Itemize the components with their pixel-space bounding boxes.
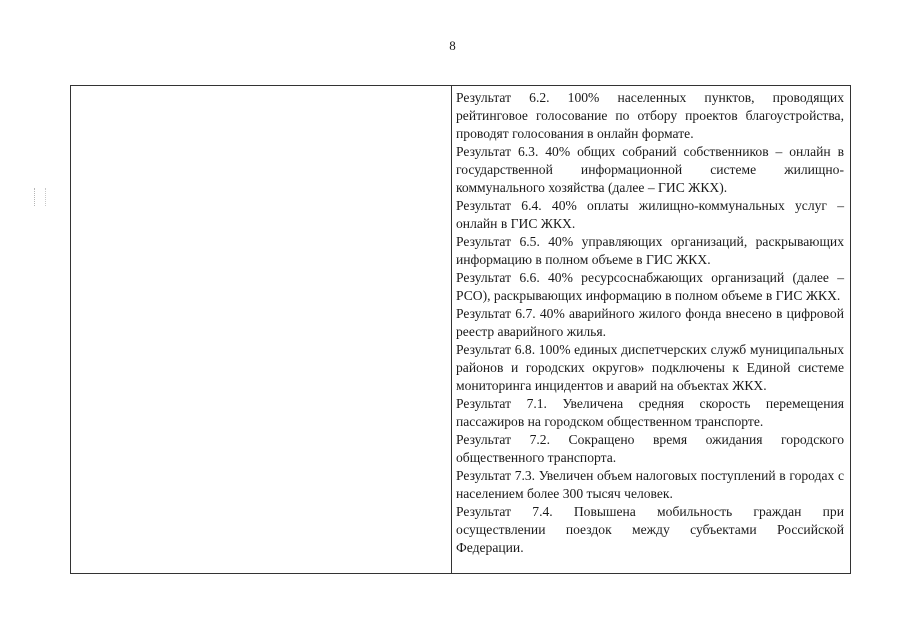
result-6-4: Результат 6.4. 40% оплаты жилищно-коммунальных услуг – онлайн в ГИС ЖКХ. [456,198,844,231]
result-6-8: Результат 6.8. 100% единых диспетчерских служб муниципальных районов и городских округов» подключены к Единой системе мониторинга инцидентов и аварий на объектах ЖКХ. [456,342,844,393]
result-6-2: Результат 6.2. 100% населенных пунктов, проводящих рейтинговое голосование по отбору проектов благоустройства, проводят голосования в онлайн формате. [456,90,844,141]
page-number: 8 [449,38,456,53]
result-6-6: Результат 6.6. 40% ресурсоснабжающих организаций (далее – РСО), раскрывающих информацию в полном объеме в ГИС ЖКХ. [456,270,844,303]
table-left-cell [71,86,452,573]
result-6-7: Результат 6.7. 40% аварийного жилого фонда внесено в цифровой реестр аварийного жилья. [456,306,844,339]
table-right-cell [452,89,844,557]
results-table [70,85,851,574]
result-6-5: Результат 6.5. 40% управляющих организаций, раскрывающих информацию в полном объеме в ГИС ЖКХ. [456,234,844,267]
result-7-4: Результат 7.4. Повышена мобильность граждан при осуществлении поездок между субъектами Российской Федерации. [456,504,844,555]
result-7-1: Результат 7.1. Увеличена средняя скорость перемещения пассажиров на городском общественном транспорте. [456,396,844,429]
scan-margin-mark [34,188,46,206]
result-7-2: Результат 7.2. Сокращено время ожидания городского общественного транспорта. [456,432,844,465]
result-6-3: Результат 6.3. 40% общих собраний собственников – онлайн в государственной информационной системе жилищно-коммунального хозяйства (далее – ГИС ЖКХ). [456,144,844,195]
result-7-3: Результат 7.3. Увеличен объем налоговых поступлений в городах с населением более 300 тысяч человек. [456,468,844,501]
